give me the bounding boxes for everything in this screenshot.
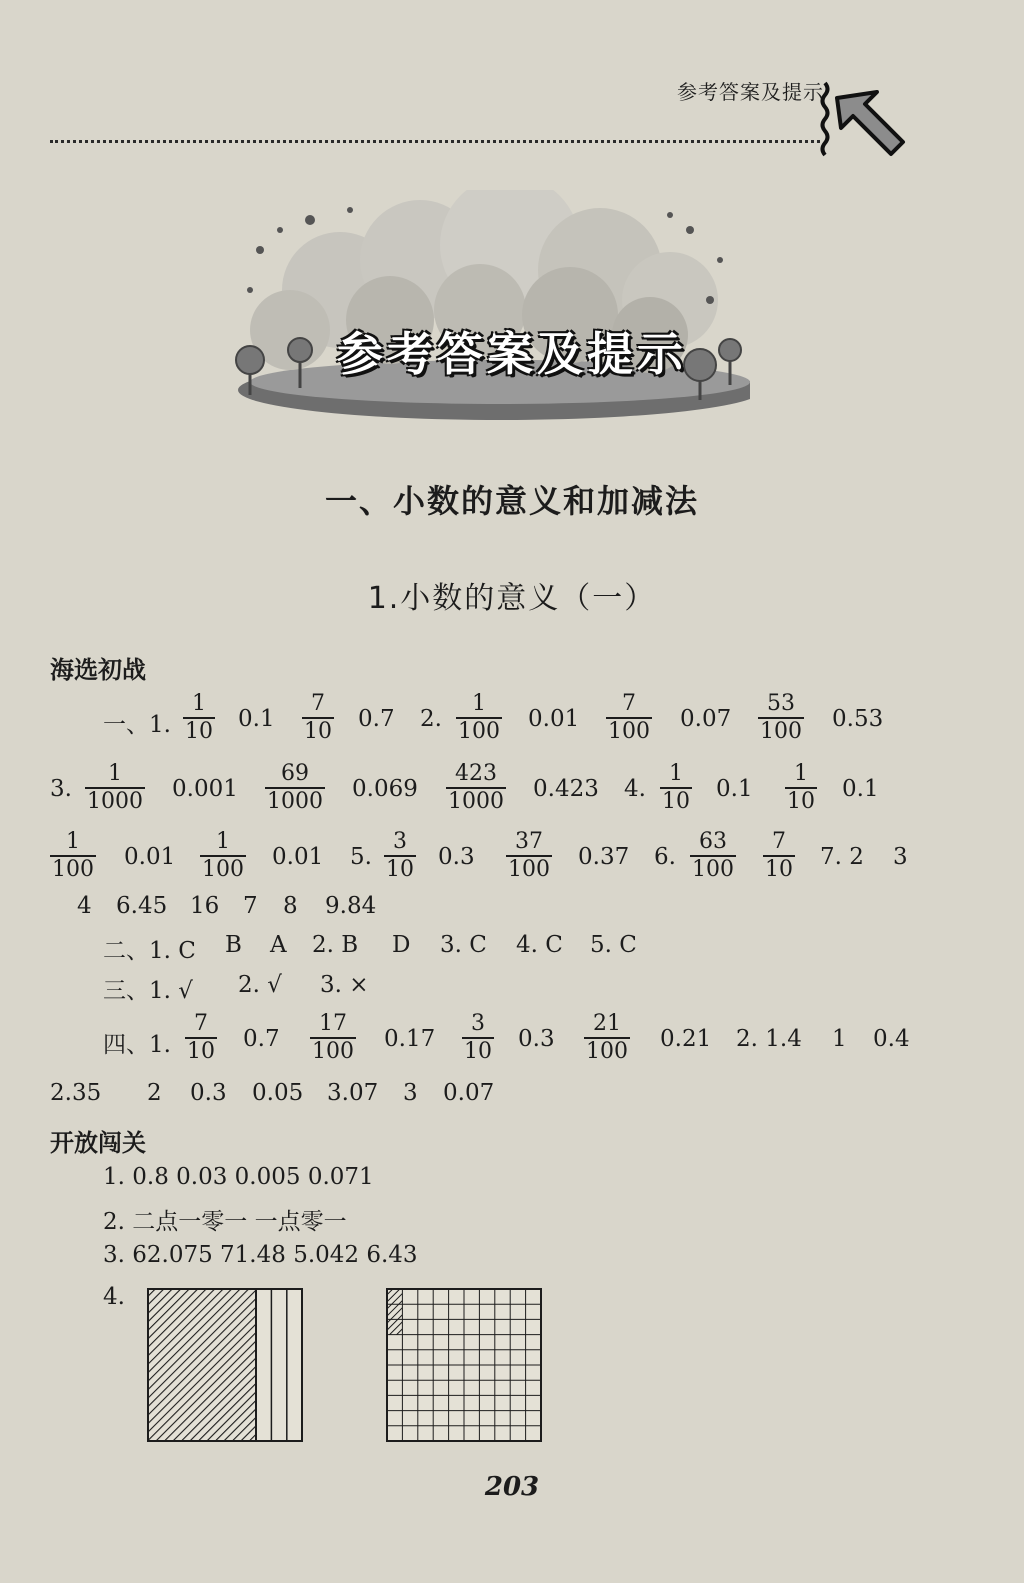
denominator: 10 [304, 719, 332, 744]
fraction [462, 1013, 494, 1063]
answer-text: 16 [190, 893, 220, 919]
answer-text: 7 [243, 893, 258, 919]
answer-text: 3. × [320, 972, 369, 998]
answer-text: 0.01 [528, 706, 580, 732]
numerator: 21 [593, 1011, 621, 1036]
answer-text: 0.37 [578, 844, 630, 870]
answer-text: 2. √ [238, 972, 282, 998]
chapter-title: 一、小数的意义和加减法 [324, 482, 699, 520]
answer-line [0, 690, 1024, 770]
numerator: 423 [455, 761, 497, 786]
answer-text: 0.069 [352, 776, 418, 802]
denominator: 10 [787, 789, 815, 814]
hundredths-grid-diagram [386, 1288, 542, 1442]
answer-text: 1. 0.8 0.03 0.005 0.071 [103, 1164, 374, 1190]
answer-text: 0.3 [190, 1080, 227, 1106]
numerator: 1 [108, 761, 122, 786]
fraction [265, 763, 325, 813]
header-dotted-rule [50, 140, 820, 143]
denominator: 10 [185, 719, 213, 744]
denominator: 100 [508, 857, 550, 882]
banner-title: 参考答案及提示 [337, 327, 687, 381]
denominator: 10 [765, 857, 793, 882]
answer-text: 0.07 [680, 706, 732, 732]
denominator: 100 [608, 719, 650, 744]
numerator: 37 [515, 829, 543, 854]
arrow-icon [815, 78, 910, 173]
answer-text: 7. 2 [820, 844, 864, 870]
fraction [183, 693, 215, 743]
denominator: 100 [52, 857, 94, 882]
numerator: 7 [311, 691, 325, 716]
answer-text: 0.01 [124, 844, 176, 870]
denominator: 100 [692, 857, 734, 882]
numerator: 69 [281, 761, 309, 786]
answer-text: 0.1 [716, 776, 753, 802]
answer-text: 3. C [440, 932, 487, 958]
fraction [763, 831, 795, 881]
answer-text: 1 [832, 1026, 847, 1052]
numerator: 3 [393, 829, 407, 854]
answer-text: 0.7 [243, 1026, 280, 1052]
answer-text: 4. [624, 776, 646, 802]
numerator: 3 [471, 1011, 485, 1036]
answer-text: 0.1 [842, 776, 879, 802]
numerator: 7 [194, 1011, 208, 1036]
denominator: 100 [458, 719, 500, 744]
answer-text: A [270, 932, 287, 958]
fraction [384, 831, 416, 881]
section-heading: 海选初战 [50, 656, 146, 684]
answer-text: 四、1. [103, 1032, 171, 1058]
answer-text: 6. [654, 844, 676, 870]
answer-text: 5. [350, 844, 372, 870]
answer-text: 3. [50, 776, 72, 802]
fraction [506, 831, 552, 881]
answer-text: 4. C [516, 932, 563, 958]
numerator: 1 [66, 829, 80, 854]
fraction [200, 831, 246, 881]
numerator: 1 [669, 761, 683, 786]
answer-text: 0.21 [660, 1026, 712, 1052]
answer-text: 3 [893, 844, 908, 870]
answer-text: 0.53 [832, 706, 884, 732]
answer-text: 2. [420, 706, 442, 732]
denominator: 100 [312, 1039, 354, 1064]
answer-text: 0.3 [518, 1026, 555, 1052]
answer-text: 8 [283, 893, 298, 919]
answer-text: 5. C [590, 932, 637, 958]
fraction [310, 1013, 356, 1063]
answer-text: 3 [403, 1080, 418, 1106]
numerator: 7 [772, 829, 786, 854]
answer-text: 3. 62.075 71.48 5.042 6.43 [103, 1242, 418, 1268]
answer-text: 0.17 [384, 1026, 436, 1052]
fraction [446, 763, 506, 813]
denominator: 100 [760, 719, 802, 744]
numerator: 53 [767, 691, 795, 716]
answer-text: 0.001 [172, 776, 238, 802]
answer-text: 2. B [312, 932, 359, 958]
fraction [785, 763, 817, 813]
answer-text: 2 [147, 1080, 162, 1106]
denominator: 100 [202, 857, 244, 882]
fraction [85, 763, 145, 813]
answer-line [0, 893, 1024, 933]
denominator: 10 [464, 1039, 492, 1064]
fraction [758, 693, 804, 743]
answer-line [0, 932, 1024, 972]
fraction [690, 831, 736, 881]
answer-text: 0.05 [252, 1080, 304, 1106]
tenths-shaded-diagram [147, 1288, 303, 1442]
denominator: 100 [586, 1039, 628, 1064]
answer-text: 4 [77, 893, 92, 919]
page-number: 203 [484, 1472, 540, 1502]
fraction [185, 1013, 217, 1063]
fraction [584, 1013, 630, 1063]
section-heading: 开放闯关 [50, 1129, 146, 1157]
denominator: 1000 [448, 789, 504, 814]
numerator: 1 [472, 691, 486, 716]
numerator: 1 [794, 761, 808, 786]
answer-text: 6.45 [116, 893, 168, 919]
answer-text: 三、1. √ [103, 978, 193, 1004]
banner-illustration [230, 190, 750, 425]
answer-text: 2. 1.4 [736, 1026, 802, 1052]
numerator: 17 [319, 1011, 347, 1036]
answer-text: 二、1. C [103, 938, 196, 964]
answer-line [0, 972, 1024, 1012]
fraction [660, 763, 692, 813]
denominator: 10 [187, 1039, 215, 1064]
denominator: 1000 [267, 789, 323, 814]
answer-text: 0.07 [443, 1080, 495, 1106]
fraction [50, 831, 96, 881]
fraction [606, 693, 652, 743]
running-header-title: 参考答案及提示 [677, 80, 824, 104]
numerator: 1 [192, 691, 206, 716]
answer-text: 0.3 [438, 844, 475, 870]
fraction [456, 693, 502, 743]
denominator: 10 [386, 857, 414, 882]
answer-text: 0.4 [873, 1026, 910, 1052]
answer-text: 0.1 [238, 706, 275, 732]
answer-text: B [225, 932, 242, 958]
numerator: 63 [699, 829, 727, 854]
numerator: 1 [216, 829, 230, 854]
answer-text: 3.07 [327, 1080, 379, 1106]
answer-text: 2. 二点一零一 一点零一 [103, 1209, 347, 1235]
numerator: 7 [622, 691, 636, 716]
answer-text: 2.35 [50, 1080, 102, 1106]
answer-text: D [392, 932, 411, 958]
fraction [302, 693, 334, 743]
answer-line [0, 1010, 1024, 1090]
answer-line [0, 1080, 1024, 1120]
denominator: 10 [662, 789, 690, 814]
answer-text: 0.7 [358, 706, 395, 732]
answer-text: 一、1. [103, 712, 171, 738]
answer-text: 0.01 [272, 844, 324, 870]
denominator: 1000 [87, 789, 143, 814]
answer-text: 9.84 [325, 893, 377, 919]
answer-text: 4. [103, 1284, 125, 1310]
answer-text: 0.423 [533, 776, 599, 802]
lesson-title: 1.小数的意义（一） [367, 581, 657, 616]
